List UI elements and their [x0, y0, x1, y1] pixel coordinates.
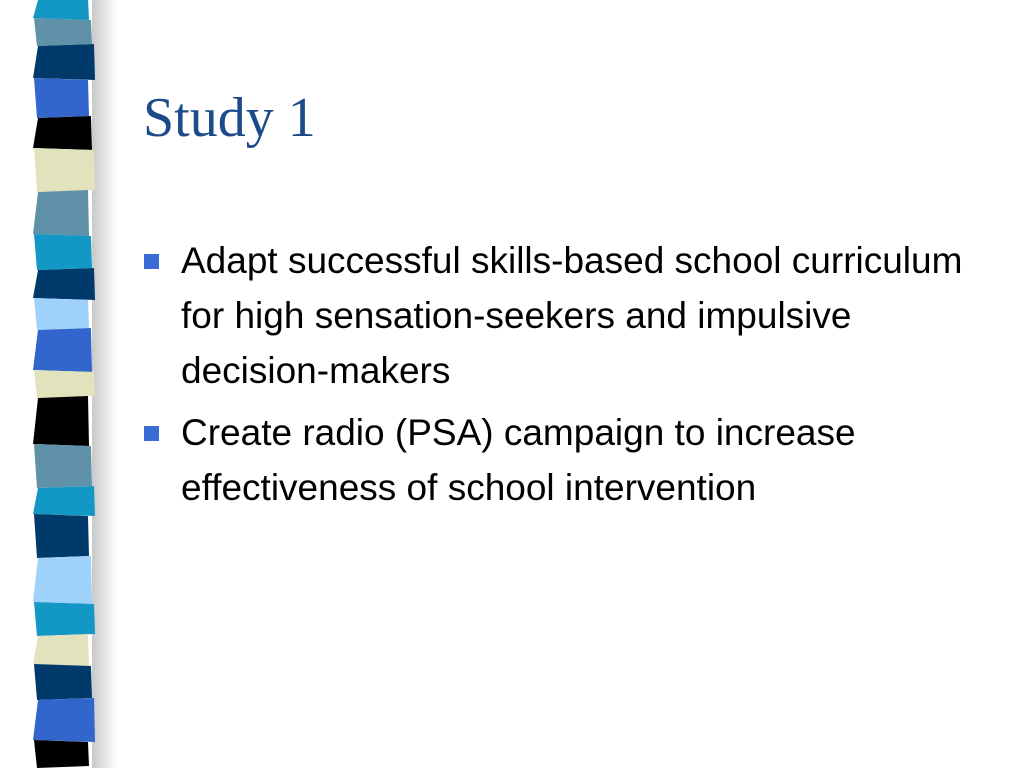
square-bullet-icon [144, 426, 159, 441]
strip-band [34, 298, 89, 330]
strip-band [34, 664, 92, 700]
bullet-item [144, 233, 1004, 398]
bullet-text: Adapt successful skills-based school curriculum for high sensation-seekers and impulsive decision-makers [181, 240, 963, 391]
strip-band [33, 328, 92, 372]
strip-band [34, 514, 89, 558]
strip-band [34, 602, 95, 636]
slide-title: Study 1 [143, 87, 316, 149]
strip-band [33, 634, 89, 666]
strip-band [34, 740, 89, 768]
strip-band [34, 148, 95, 192]
strip-band [34, 18, 92, 46]
strip-band [34, 444, 92, 488]
strip-band [34, 78, 89, 118]
strip-band [33, 556, 92, 604]
square-bullet-icon [144, 254, 159, 269]
strip-band [34, 234, 92, 270]
strip-band [33, 486, 95, 516]
strip-band [33, 396, 89, 446]
strip-band [34, 370, 95, 398]
bullet-text: Create radio (PSA) campaign to increase effectiveness of school intervention [181, 412, 856, 508]
strip-band [33, 44, 95, 80]
strip-band [33, 0, 89, 20]
bullet-list [144, 233, 1004, 522]
strip-band [33, 268, 95, 300]
strip-band [33, 116, 92, 150]
decorative-striped-border [0, 0, 118, 768]
strip-band [33, 698, 95, 742]
bullet-item [144, 405, 1004, 515]
strip-band [33, 190, 89, 236]
